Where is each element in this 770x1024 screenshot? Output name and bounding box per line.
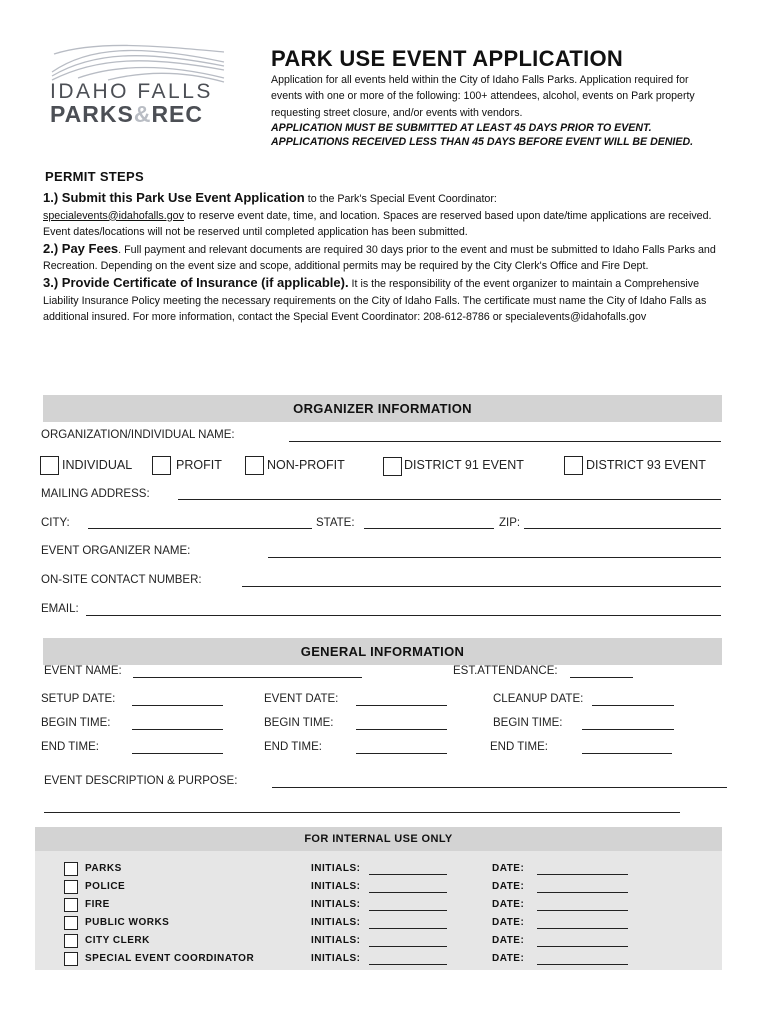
public-works-initials-label: INITIALS: xyxy=(311,917,361,928)
sec-date-label: DATE: xyxy=(492,953,525,964)
event-description-field[interactable] xyxy=(272,787,727,788)
profit-checkbox[interactable] xyxy=(152,456,171,475)
permit-steps-body xyxy=(43,190,733,326)
district-93-label: DISTRICT 93 EVENT xyxy=(586,458,706,472)
page-title: PARK USE EVENT APPLICATION xyxy=(271,46,624,71)
public-works-date-field[interactable] xyxy=(537,928,628,929)
fire-initials-field[interactable] xyxy=(369,910,447,911)
event-begin-time-label: BEGIN TIME: xyxy=(264,717,334,729)
parks-initials-label: INITIALS: xyxy=(311,863,361,874)
cleanup-end-time-field[interactable] xyxy=(582,753,672,754)
event-name-label: EVENT NAME: xyxy=(44,665,122,677)
coordinator-email-link[interactable]: specialevents@idahofalls.gov xyxy=(43,209,184,222)
step1-title: 1.) Submit this Park Use Event Application xyxy=(43,190,305,205)
cleanup-date-field[interactable] xyxy=(592,705,674,706)
city-field[interactable] xyxy=(88,528,312,529)
est-attendance-label: EST.ATTENDANCE: xyxy=(453,665,558,677)
setup-begin-time-label: BEGIN TIME: xyxy=(41,717,111,729)
step1-text-b: to reserve event date, time, and location. Spaces are reserved based upon date/time applications are received. Event dates/locations will not be reserved until completed application has been submitted. xyxy=(43,209,712,239)
event-description-field-line2[interactable] xyxy=(44,812,680,813)
special-event-coordinator-checkbox[interactable] xyxy=(64,952,78,966)
logo-text-idaho-falls: IDAHO FALLS xyxy=(50,80,213,103)
step1-text-a: to the Park's Special Event Coordinator: xyxy=(304,193,497,205)
individual-checkbox[interactable] xyxy=(40,456,59,475)
dept-fire-label: FIRE xyxy=(85,899,110,910)
general-info-heading: GENERAL INFORMATION xyxy=(43,638,722,665)
city-clerk-checkbox[interactable] xyxy=(64,934,78,948)
district-91-label: DISTRICT 91 EVENT xyxy=(404,458,524,472)
step3-title: 3.) Provide Certificate of Insurance (if applicable). xyxy=(43,274,349,290)
org-name-label: ORGANIZATION/INDIVIDUAL NAME: xyxy=(41,429,235,441)
organizer-info-heading: ORGANIZER INFORMATION xyxy=(43,395,722,422)
dept-special-event-coordinator-label: SPECIAL EVENT COORDINATOR xyxy=(85,953,255,964)
district-93-checkbox[interactable] xyxy=(564,456,583,475)
setup-date-label: SETUP DATE: xyxy=(41,693,116,705)
est-attendance-field[interactable] xyxy=(570,677,633,678)
email-label: EMAIL: xyxy=(41,603,79,615)
event-name-field[interactable] xyxy=(133,677,362,678)
org-name-field[interactable] xyxy=(289,441,721,442)
dept-police-label: POLICE xyxy=(85,881,126,892)
police-initials-field[interactable] xyxy=(369,892,447,893)
logo-text-parks-rec: PARKS&REC xyxy=(50,101,203,127)
public-works-initials-field[interactable] xyxy=(369,928,447,929)
deadline-warning: APPLICATION MUST BE SUBMITTED AT LEAST 45 DAYS PRIOR TO EVENT. APPLICATIONS RECEIVED LESS THAN 45 DAYS BEFORE EVENT WILL BE DENIED. xyxy=(271,122,694,148)
parks-initials-field[interactable] xyxy=(369,874,447,875)
sec-date-field[interactable] xyxy=(537,964,628,965)
zip-label: ZIP: xyxy=(499,517,521,529)
cleanup-date-label: CLEANUP DATE: xyxy=(493,693,584,705)
state-label: STATE: xyxy=(316,517,355,529)
profit-label: PROFIT xyxy=(176,458,222,472)
cleanup-begin-time-label: BEGIN TIME: xyxy=(493,717,563,729)
fire-checkbox[interactable] xyxy=(64,898,78,912)
fire-date-label: DATE: xyxy=(492,899,525,910)
step2-text: . Full payment and relevant documents are required 30 days prior to the event and must be submitted to Idaho Falls Parks and Recreation. Depending on the event size and scope, additional permits may be required by the City Clerk's Office and Fire Dept. xyxy=(43,243,716,273)
permit-steps-heading: PERMIT STEPS xyxy=(45,169,144,184)
fire-date-field[interactable] xyxy=(537,910,628,911)
dept-city-clerk-label: CITY CLERK xyxy=(85,935,150,946)
nonprofit-label: NON-PROFIT xyxy=(267,458,345,472)
city-clerk-date-field[interactable] xyxy=(537,946,628,947)
fire-initials-label: INITIALS: xyxy=(311,899,361,910)
city-clerk-initials-field[interactable] xyxy=(369,946,447,947)
sec-initials-label: INITIALS: xyxy=(311,953,361,964)
event-description-label: EVENT DESCRIPTION & PURPOSE: xyxy=(44,775,238,787)
parks-checkbox[interactable] xyxy=(64,862,78,876)
email-field[interactable] xyxy=(86,615,721,616)
step2-title: 2.) Pay Fees xyxy=(43,240,119,256)
parks-date-field[interactable] xyxy=(537,874,628,875)
event-end-time-field[interactable] xyxy=(356,753,447,754)
city-clerk-date-label: DATE: xyxy=(492,935,525,946)
event-date-field[interactable] xyxy=(356,705,447,706)
setup-end-time-field[interactable] xyxy=(132,753,223,754)
mailing-address-field[interactable] xyxy=(178,499,721,500)
police-date-field[interactable] xyxy=(537,892,628,893)
city-label: CITY: xyxy=(41,517,70,529)
internal-use-heading: FOR INTERNAL USE ONLY xyxy=(35,827,722,851)
zip-field[interactable] xyxy=(524,528,721,529)
event-organizer-label: EVENT ORGANIZER NAME: xyxy=(41,545,191,557)
onsite-contact-label: ON-SITE CONTACT NUMBER: xyxy=(41,574,202,586)
step3-text: It is the responsibility of the event organizer to maintain a Comprehensive Liability Insurance Policy meeting the necessary requirements on the City of Idaho Falls. The certificate must name the City of Idaho Falls as additional insured. For more information, contact the Special Event Coordinator: 208-612-8786 or specialevents@idahofalls.gov xyxy=(43,277,707,324)
setup-date-field[interactable] xyxy=(132,705,223,706)
state-field[interactable] xyxy=(364,528,494,529)
setup-end-time-label: END TIME: xyxy=(41,741,99,753)
dept-parks-label: PARKS xyxy=(85,863,122,874)
police-initials-label: INITIALS: xyxy=(311,881,361,892)
event-begin-time-field[interactable] xyxy=(356,729,447,730)
nonprofit-checkbox[interactable] xyxy=(245,456,264,475)
cleanup-begin-time-field[interactable] xyxy=(582,729,674,730)
parks-date-label: DATE: xyxy=(492,863,525,874)
intro-text: Application for all events held within the City of Idaho Falls Parks. Application required for events with one or more of the following: 100+ attendees, alcohol, events on Park property requesting street closure, and/or events with vendors. xyxy=(271,74,695,119)
city-clerk-initials-label: INITIALS: xyxy=(311,935,361,946)
public-works-date-label: DATE: xyxy=(492,917,525,928)
mailing-address-label: MAILING ADDRESS: xyxy=(41,488,150,500)
event-date-label: EVENT DATE: xyxy=(264,693,339,705)
cleanup-end-time-label: END TIME: xyxy=(490,741,548,753)
police-date-label: DATE: xyxy=(492,881,525,892)
individual-label: INDIVIDUAL xyxy=(62,458,133,472)
sec-initials-field[interactable] xyxy=(369,964,447,965)
police-checkbox[interactable] xyxy=(64,880,78,894)
onsite-contact-field[interactable] xyxy=(242,586,721,587)
setup-begin-time-field[interactable] xyxy=(132,729,223,730)
public-works-checkbox[interactable] xyxy=(64,916,78,930)
district-91-checkbox[interactable] xyxy=(383,457,402,476)
event-end-time-label: END TIME: xyxy=(264,741,322,753)
event-organizer-field[interactable] xyxy=(268,557,721,558)
dept-public-works-label: PUBLIC WORKS xyxy=(85,917,170,928)
